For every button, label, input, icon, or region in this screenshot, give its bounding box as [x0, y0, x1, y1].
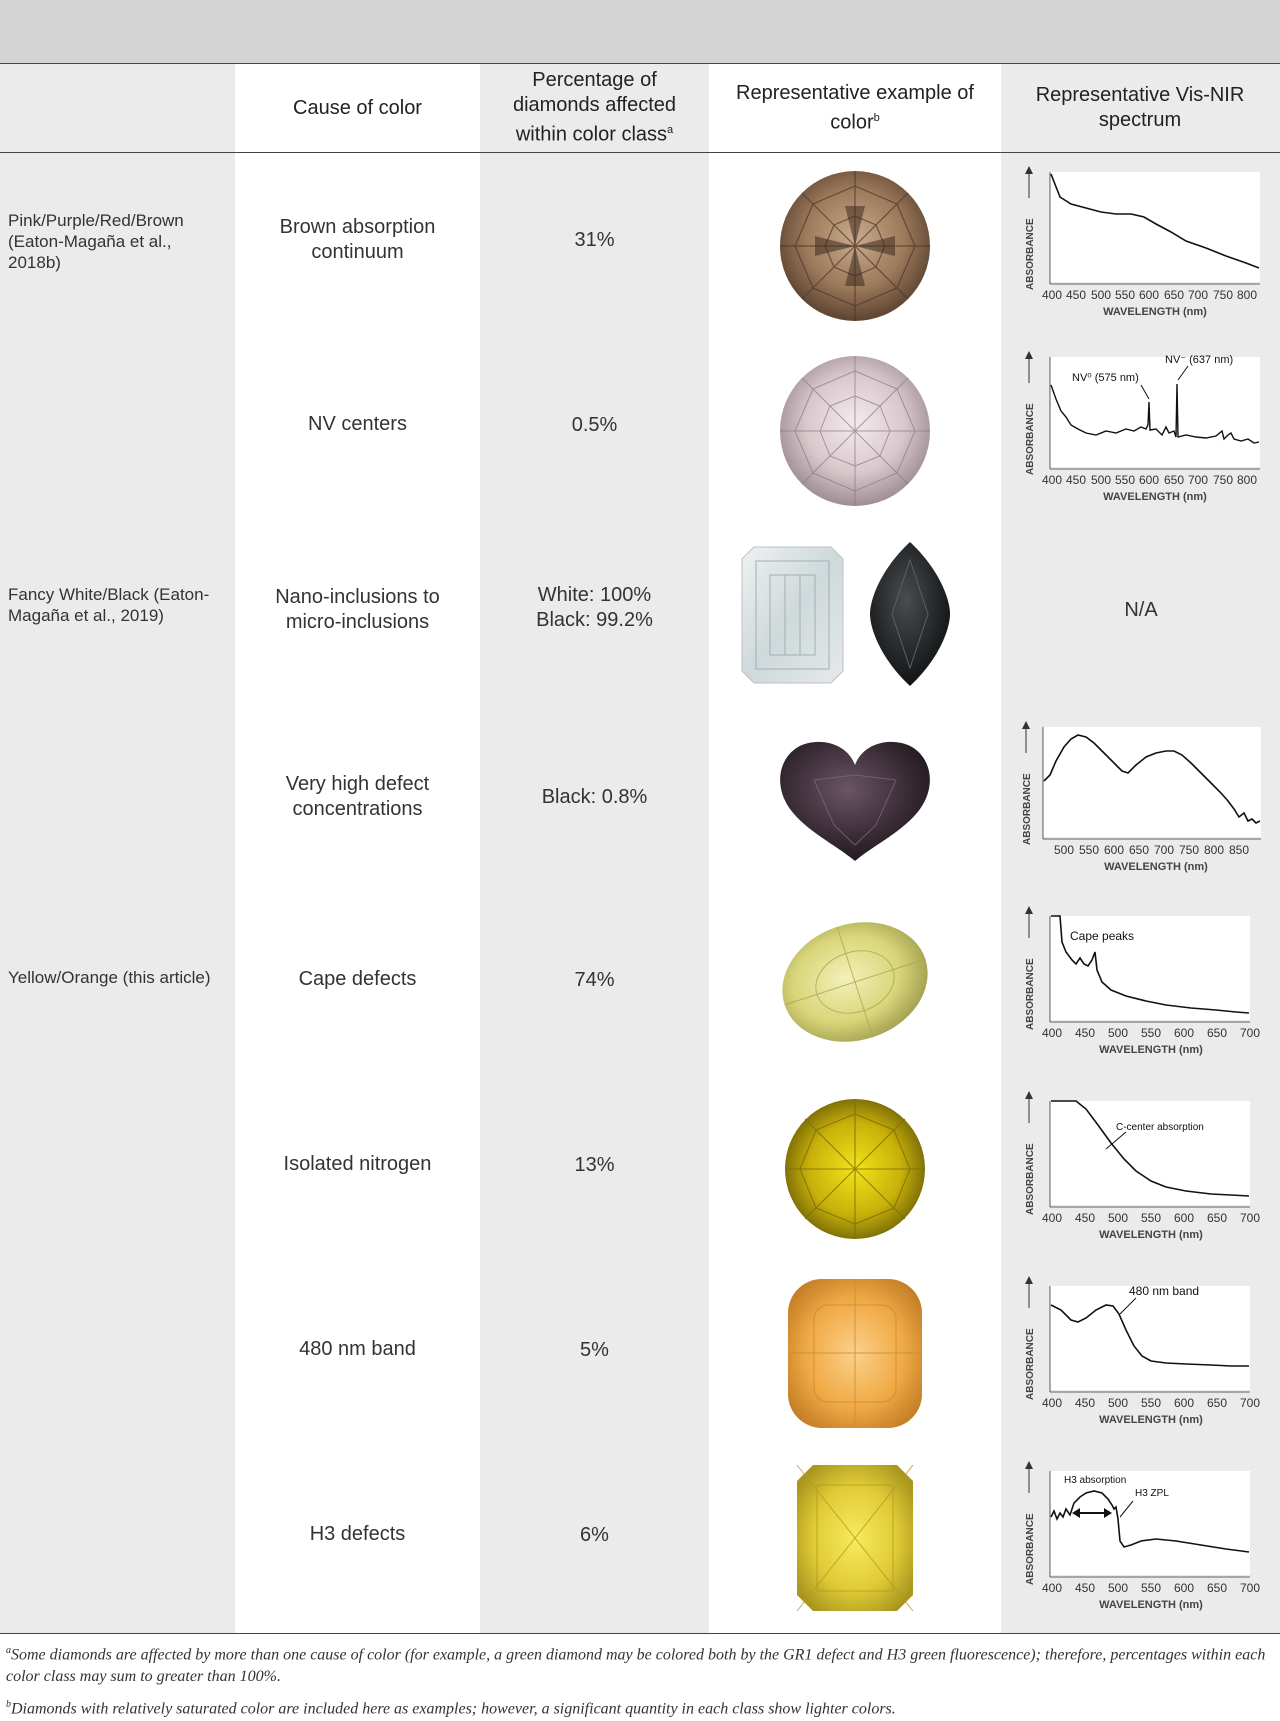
diamond-orange-cushion-image: [786, 1277, 924, 1430]
svg-text:650: 650: [1206, 1211, 1228, 1225]
cause-cape: Cape defects: [298, 968, 417, 990]
svg-text:450: 450: [1074, 1581, 1096, 1595]
svg-text:700: 700: [1239, 1026, 1261, 1040]
svg-text:ABSORBANCE: ABSORBANCE: [1025, 403, 1036, 475]
svg-text:ABSORBANCE: ABSORBANCE: [1025, 1143, 1036, 1215]
svg-text:400: 400: [1041, 473, 1063, 487]
spectrum-c-center: [1016, 1087, 1266, 1252]
svg-text:450: 450: [1065, 473, 1087, 487]
svg-text:WAVELENGTH (nm): WAVELENGTH (nm): [1099, 1414, 1203, 1426]
svg-text:400: 400: [1041, 1026, 1063, 1040]
svg-text:650: 650: [1206, 1581, 1228, 1595]
svg-text:550: 550: [1140, 1211, 1162, 1225]
percent-480: 5%: [580, 1338, 609, 1361]
svg-text:450: 450: [1074, 1211, 1096, 1225]
cause-h3: H3 defects: [309, 1523, 406, 1545]
footnotes: [0, 1633, 1280, 1721]
diamond-cape-yellow-image: [778, 918, 932, 1046]
svg-text:400: 400: [1041, 288, 1063, 302]
svg-text:850: 850: [1228, 843, 1250, 857]
svg-text:550: 550: [1114, 288, 1136, 302]
svg-text:600: 600: [1103, 843, 1125, 857]
cause-nv: NV centers: [308, 413, 407, 435]
svg-text:H3 absorption: H3 absorption: [1064, 1475, 1127, 1486]
column-percentage: [480, 64, 709, 1633]
svg-text:500: 500: [1107, 1026, 1129, 1040]
svg-text:ABSORBANCE: ABSORBANCE: [1025, 218, 1036, 290]
percent-cape: 74%: [574, 968, 615, 991]
svg-text:750: 750: [1212, 288, 1234, 302]
diamond-brown-image: [775, 166, 935, 326]
svg-text:400: 400: [1041, 1211, 1063, 1225]
svg-text:400: 400: [1041, 1396, 1063, 1410]
header-cause: Cause of color: [293, 96, 422, 119]
svg-text:C-center absorption: C-center absorption: [1116, 1122, 1204, 1133]
svg-text:500: 500: [1107, 1396, 1129, 1410]
svg-text:650: 650: [1128, 843, 1150, 857]
svg-text:600: 600: [1138, 473, 1160, 487]
header-example: Representative example of color$^b$: [736, 81, 974, 134]
svg-text:WAVELENGTH (nm): WAVELENGTH (nm): [1099, 1599, 1203, 1611]
percent-white: White: 100%: [537, 583, 652, 606]
svg-text:NV⁻ (637 nm): NV⁻ (637 nm): [1165, 354, 1234, 366]
svg-text:650: 650: [1206, 1396, 1228, 1410]
cause-480-band: 480 nm band: [299, 1338, 416, 1360]
svg-text:550: 550: [1140, 1396, 1162, 1410]
svg-text:500: 500: [1107, 1211, 1129, 1225]
svg-text:700: 700: [1187, 473, 1209, 487]
svg-text:WAVELENGTH (nm): WAVELENGTH (nm): [1103, 491, 1207, 503]
svg-text:450: 450: [1074, 1026, 1096, 1040]
spectrum-high-defect: [1016, 717, 1266, 882]
class-pink-purple-red-brown: Pink/Purple/Red/Brown (Eaton-Magaña et al., 2018b): [8, 211, 184, 272]
svg-text:550: 550: [1140, 1026, 1162, 1040]
diamond-black-marquise-image: [868, 540, 952, 688]
spectrum-brown: [1016, 162, 1266, 327]
svg-text:650: 650: [1206, 1026, 1228, 1040]
svg-text:550: 550: [1078, 843, 1100, 857]
spectrum-cape: [1016, 902, 1266, 1067]
percent-brown: 31%: [574, 228, 615, 251]
svg-text:450: 450: [1074, 1396, 1096, 1410]
svg-text:WAVELENGTH (nm): WAVELENGTH (nm): [1099, 1229, 1203, 1241]
spectrum-h3: [1016, 1457, 1266, 1622]
svg-text:600: 600: [1173, 1026, 1195, 1040]
top-band: [0, 0, 1280, 64]
cause-brown: Brown absorption continuum: [279, 215, 436, 263]
svg-text:800: 800: [1203, 843, 1225, 857]
svg-text:650: 650: [1163, 473, 1185, 487]
header-spectrum: Representative Vis-NIR spectrum: [1035, 84, 1245, 131]
svg-text:ABSORBANCE: ABSORBANCE: [1022, 773, 1033, 845]
svg-text:Cape peaks: Cape peaks: [1070, 929, 1135, 943]
svg-text:ABSORBANCE: ABSORBANCE: [1025, 1513, 1036, 1585]
svg-text:650: 650: [1163, 288, 1185, 302]
svg-text:600: 600: [1173, 1581, 1195, 1595]
svg-text:400: 400: [1041, 1581, 1063, 1595]
column-class: [0, 64, 235, 1633]
svg-text:750: 750: [1212, 473, 1234, 487]
cause-high-defect: Very high defect concentrations: [285, 772, 430, 820]
svg-text:600: 600: [1173, 1396, 1195, 1410]
svg-text:WAVELENGTH (nm): WAVELENGTH (nm): [1103, 306, 1207, 318]
cause-nano: Nano-inclusions to micro-inclusions: [275, 585, 440, 633]
diamond-purple-heart-image: [776, 735, 934, 863]
svg-text:480 nm band: 480 nm band: [1129, 1284, 1200, 1298]
svg-text:550: 550: [1140, 1581, 1162, 1595]
footnote-a: $^a$Some diamonds are affected by more than one cause of color (for example, a green diamond may be colored both by the GR1 defect and H3 green fluorescence); therefore, percentages within each color class may sum to greater than 100%.: [6, 1645, 1266, 1686]
header-percentage: Percentage of diamonds affected within color class$^a$: [512, 69, 677, 146]
svg-text:500: 500: [1107, 1581, 1129, 1595]
svg-text:NV⁰ (575 nm): NV⁰ (575 nm): [1072, 372, 1139, 384]
column-cause: [235, 64, 480, 1633]
class-yellow-orange: Yellow/Orange (this article): [8, 968, 211, 987]
svg-text:WAVELENGTH (nm): WAVELENGTH (nm): [1104, 861, 1208, 873]
svg-text:ABSORBANCE: ABSORBANCE: [1025, 1328, 1036, 1400]
diamond-pink-image: [775, 351, 935, 511]
svg-text:700: 700: [1239, 1581, 1261, 1595]
svg-text:500: 500: [1053, 843, 1075, 857]
percent-nv: 0.5%: [571, 413, 618, 436]
spectrum-nv: [1016, 347, 1266, 512]
svg-text:600: 600: [1138, 288, 1160, 302]
percent-isolated-n: 13%: [574, 1153, 615, 1176]
svg-text:700: 700: [1239, 1396, 1261, 1410]
svg-text:700: 700: [1153, 843, 1175, 857]
svg-text:800: 800: [1236, 473, 1258, 487]
svg-text:550: 550: [1114, 473, 1136, 487]
cause-isolated-nitrogen: Isolated nitrogen: [283, 1153, 432, 1175]
svg-text:600: 600: [1173, 1211, 1195, 1225]
percent-very-high: Black: 0.8%: [541, 785, 648, 808]
spectrum-480-band: [1016, 1272, 1266, 1437]
svg-text:800: 800: [1236, 288, 1258, 302]
spectrum-na: N/A: [1124, 598, 1158, 621]
svg-text:700: 700: [1239, 1211, 1261, 1225]
svg-text:750: 750: [1178, 843, 1200, 857]
class-fancy-white-black: Fancy White/Black (Eaton-Magaña et al., 2019): [8, 585, 210, 625]
svg-text:ABSORBANCE: ABSORBANCE: [1025, 958, 1036, 1030]
footnote-b: $^b$Diamonds with relatively saturated color are included here as examples; however, a significant quantity in each class show lighter colors.: [6, 1699, 896, 1718]
diamond-white-image: [740, 545, 845, 685]
svg-text:700: 700: [1187, 288, 1209, 302]
percent-black: Black: 99.2%: [536, 608, 653, 631]
svg-text:500: 500: [1090, 473, 1112, 487]
diamond-isolated-n-image: [782, 1096, 928, 1242]
svg-text:WAVELENGTH (nm): WAVELENGTH (nm): [1099, 1044, 1203, 1056]
svg-text:H3 ZPL: H3 ZPL: [1135, 1488, 1169, 1499]
svg-text:500: 500: [1090, 288, 1112, 302]
diamond-h3-radiant-image: [795, 1463, 915, 1613]
percent-h3: 6%: [580, 1523, 609, 1546]
table-header: [0, 64, 1280, 153]
svg-text:450: 450: [1065, 288, 1087, 302]
